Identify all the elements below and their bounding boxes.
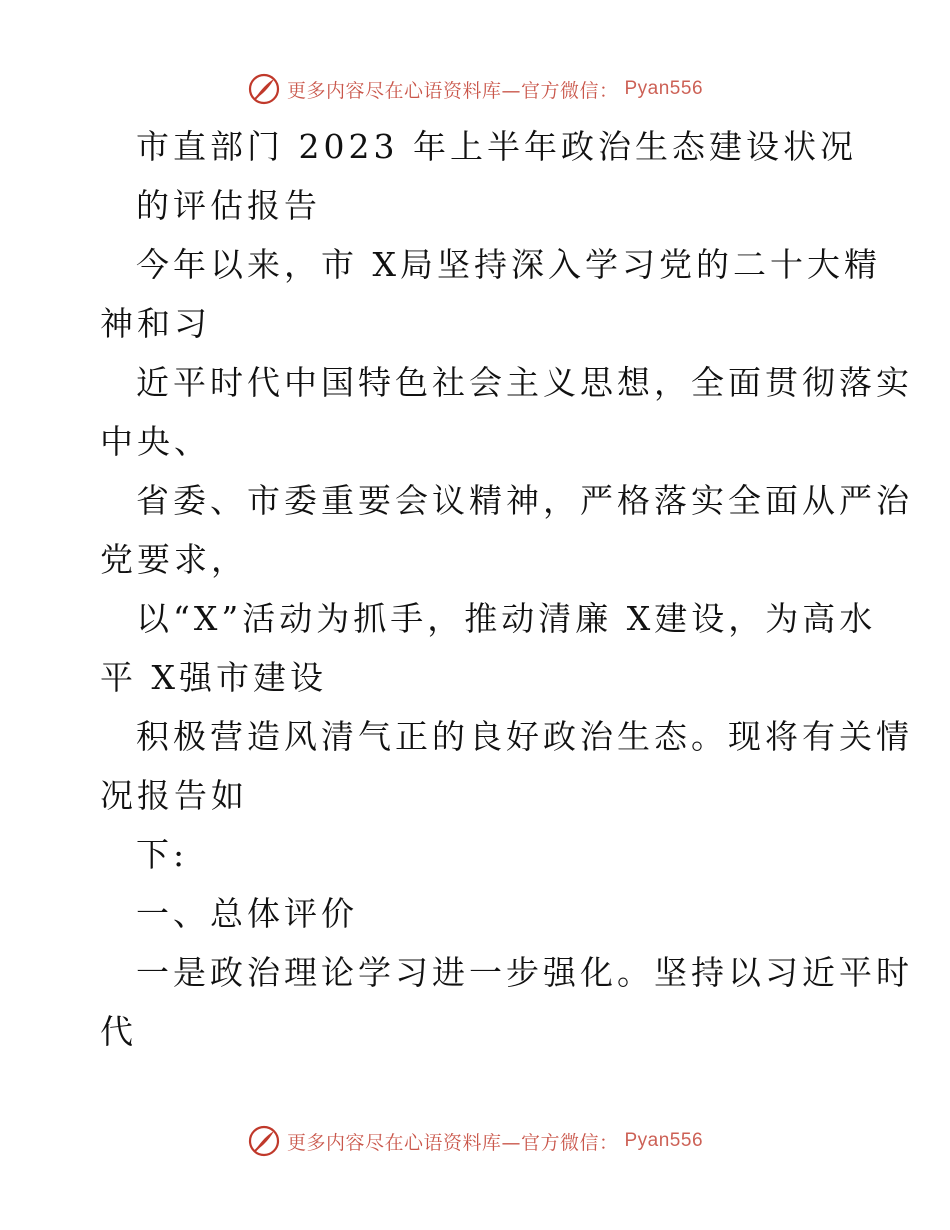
watermark-wechat-id: Pyan556 <box>624 1130 704 1151</box>
watermark-text: 更多内容尽在心语资料库—官方微信： <box>286 79 619 102</box>
paragraph-line: 党要求， <box>100 540 248 579</box>
paragraph-line: 今年以来，市 X局坚持深入学习党的二十大精 <box>136 245 881 284</box>
feather-pen-logo-icon <box>247 1124 281 1158</box>
title-line-1: 市直部门 2023 年上半年政治生态建设状况 <box>136 127 857 166</box>
paragraph-line: 神和习 <box>100 304 211 343</box>
paragraph-line: 近平时代中国特色社会主义思想，全面贯彻落实 <box>136 363 913 402</box>
paragraph-line: 中央、 <box>100 422 211 461</box>
footer-watermark <box>0 1124 950 1158</box>
paragraph-line: 一是政治理论学习进一步强化。坚持以习近平时 <box>136 953 913 992</box>
paragraph-line: 况报告如 <box>100 776 248 815</box>
feather-pen-logo-icon <box>247 72 281 106</box>
section-heading: 一、总体评价 <box>136 894 358 933</box>
paragraph-line: 下: <box>136 835 189 874</box>
paragraph-line: 代 <box>100 1012 137 1051</box>
title-line-2: 的评估报告 <box>136 186 321 225</box>
header-watermark <box>0 72 950 106</box>
watermark-text: 更多内容尽在心语资料库—官方微信： <box>286 1131 619 1154</box>
paragraph-line: 省委、市委重要会议精神，严格落实全面从严治 <box>136 481 913 520</box>
paragraph-line: 以“X”活动为抓手，推动清廉 X建设，为高水 <box>136 599 877 638</box>
watermark-wechat-id: Pyan556 <box>624 78 704 99</box>
paragraph-line: 平 X强市建设 <box>100 658 327 697</box>
paragraph-line: 积极营造风清气正的良好政治生态。现将有关情 <box>136 717 913 756</box>
